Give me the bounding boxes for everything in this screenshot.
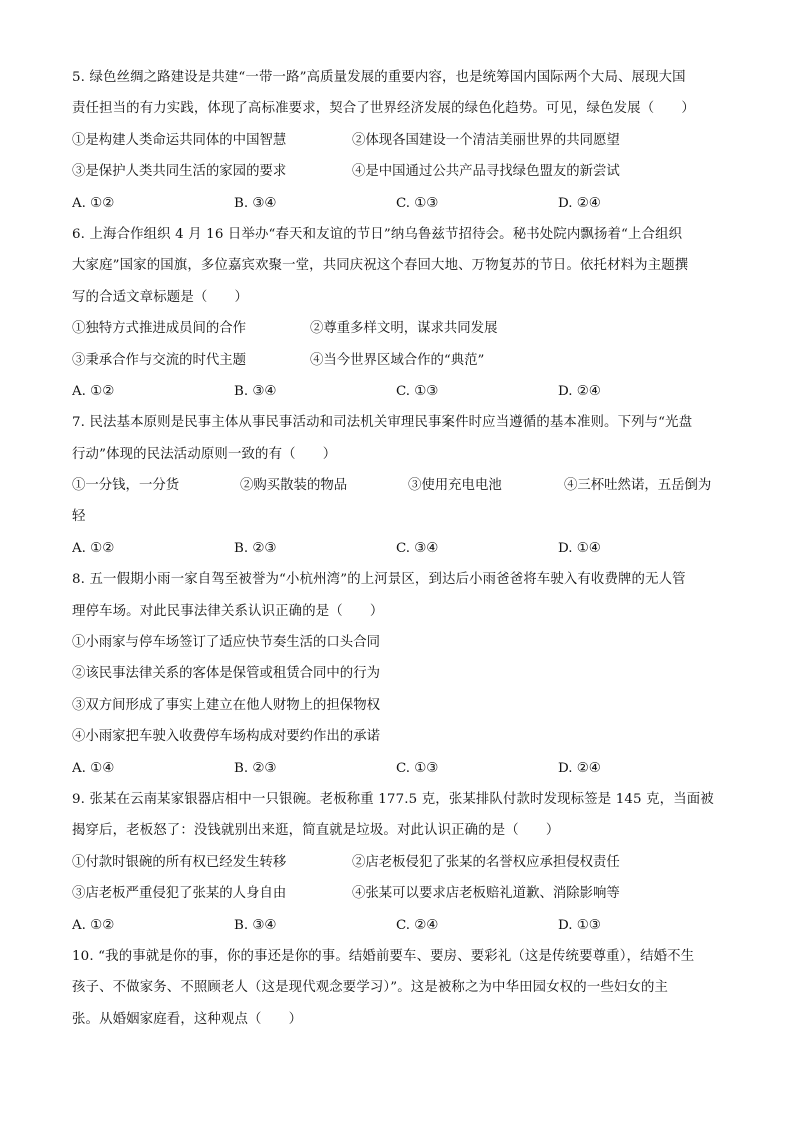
option-b[interactable]: B. ③④ xyxy=(234,917,277,933)
question-7-statement-wrap: 轻 xyxy=(72,509,86,525)
statement: ③是保护人类共同生活的家园的要求 xyxy=(72,164,287,180)
question-6-stem-line-2: 大家庭”国家的国旗，多位嘉宾欢聚一堂，共同庆祝这个春回大地、万物复苏的节日。依托材料为主题撰 xyxy=(72,258,689,274)
question-9-statements-row-1 xyxy=(72,847,724,878)
statement: ④张某可以要求店老板赔礼道歉、消除影响等 xyxy=(352,886,620,902)
question-8 xyxy=(72,564,724,784)
question-10-stem-line-1: 10. “我的事就是你的事，你的事还是你的事。结婚前要车、要房、要彩礼（这是传统要尊重），结婚不生 xyxy=(72,948,695,964)
statement: ③秉承合作与交流的时代主题 xyxy=(72,352,247,368)
option-b[interactable]: B. ③④ xyxy=(234,383,277,399)
statement: ③店老板严重侵犯了张某的人身自由 xyxy=(72,886,287,902)
statement: ①是构建人类命运共同体的中国智慧 xyxy=(72,132,287,148)
question-6-stem-line-1: 6. 上海合作组织 4 月 16 日举办“春天和友谊的节日”纳乌鲁兹节招待会。秘书处院内飘扬着“上合组织 xyxy=(72,226,683,242)
question-5-stem-line-2: 责任担当的有力实践，体现了高标准要求，契合了世界经济发展的绿色化趋势。可见，绿色发展（ ） xyxy=(72,101,695,117)
question-9-statements-row-2 xyxy=(72,878,724,909)
question-6-statements-row-2 xyxy=(72,345,724,376)
question-7-stem-line-2: 行动”体现的民法活动原则一致的有（ ） xyxy=(72,446,337,462)
statement: ②体现各国建设一个清洁美丽世界的共同愿望 xyxy=(352,132,620,148)
option-d[interactable]: D. ①④ xyxy=(558,540,601,556)
question-7-options xyxy=(72,533,724,564)
question-5-stem-line-1: 5. 绿色丝绸之路建设是共建“一带一路”高质量发展的重要内容，也是统筹国内国际两个大局、展现大国 xyxy=(72,70,686,85)
option-d[interactable]: D. ②④ xyxy=(558,195,601,211)
option-b[interactable]: B. ③④ xyxy=(234,195,277,211)
question-9 xyxy=(72,784,724,941)
option-d[interactable]: D. ①③ xyxy=(558,917,601,933)
option-d[interactable]: D. ②④ xyxy=(558,760,601,776)
question-9-stem-line-2: 揭穿后，老板怒了：没钱就别出来逛，简直就是垃圾。对此认识正确的是（ ） xyxy=(72,823,560,839)
statement: ②购买散装的物品 xyxy=(240,478,348,494)
question-5-statements-row-1 xyxy=(72,125,724,156)
question-10-stem-line-2: 孩子、不做家务、不照顾老人（这是现代观念要学习）”。这是被称之为中华田园女权的一些妇女的主 xyxy=(72,980,669,996)
statement: ③双方间形成了事实上建立在他人财物上的担保物权 xyxy=(72,697,380,713)
question-6-stem-line-3: 写的合适文章标题是（ ） xyxy=(72,289,249,305)
statement: ②尊重多样文明，谋求共同发展 xyxy=(310,321,498,337)
question-9-stem-line-1: 9. 张某在云南某家银器店相中一只银碗。老板称重 177.5 克，张某排队付款时发现标签是 145 克，当面被 xyxy=(72,791,714,807)
statement: ④小雨家把车驶入收费停车场构成对要约作出的承诺 xyxy=(72,729,380,745)
option-a[interactable]: A. ①② xyxy=(72,540,115,556)
question-7-statements-row xyxy=(72,470,724,501)
option-b[interactable]: B. ②③ xyxy=(234,540,277,556)
statement: ①付款时银碗的所有权已经发生转移 xyxy=(72,854,287,870)
question-5-options xyxy=(72,188,724,219)
question-7 xyxy=(72,407,724,564)
statement: ①小雨家与停车场签订了适应快节奏生活的口头合同 xyxy=(72,635,380,651)
question-6 xyxy=(72,219,724,407)
statement: ③使用充电电池 xyxy=(408,478,502,494)
question-10 xyxy=(72,941,724,1035)
question-8-stem-line-1: 8. 五一假期小雨一家自驾至被誉为“小杭州湾”的上河景区，到达后小雨爸爸将车驶入有收费牌的无人管 xyxy=(72,572,686,588)
question-9-options xyxy=(72,910,724,941)
question-7-stem-line-1: 7. 民法基本原则是民事主体从事民事活动和司法机关审理民事案件时应当遵循的基本准则。下列与“光盘 xyxy=(72,415,693,431)
option-a[interactable]: A. ①④ xyxy=(72,760,115,776)
question-8-stem-line-2: 理停车场。对此民事法律关系认识正确的是（ ） xyxy=(72,603,384,619)
option-c[interactable]: C. ①③ xyxy=(396,195,439,211)
statement: ④三杯吐然诺，五岳倒为 xyxy=(564,478,712,494)
question-6-statements-row-1 xyxy=(72,313,724,344)
option-a[interactable]: A. ①② xyxy=(72,195,115,211)
option-d[interactable]: D. ②④ xyxy=(558,383,601,399)
question-6-options xyxy=(72,376,724,407)
statement: ①一分钱，一分货 xyxy=(72,478,180,494)
statement: ②店老板侵犯了张某的名誉权应承担侵权责任 xyxy=(352,854,620,870)
question-5 xyxy=(72,62,724,219)
question-8-options xyxy=(72,753,724,784)
statement: ④当今世界区域合作的“典范” xyxy=(310,352,485,368)
option-c[interactable]: C. ③④ xyxy=(396,540,439,556)
option-a[interactable]: A. ①② xyxy=(72,383,115,399)
question-10-stem-line-3: 张。从婚姻家庭看，这种观点（ ） xyxy=(72,1011,303,1027)
option-c[interactable]: C. ①③ xyxy=(396,383,439,399)
option-c[interactable]: C. ①③ xyxy=(396,760,439,776)
question-5-statements-row-2 xyxy=(72,156,724,187)
statement: ②该民事法律关系的客体是保管或租赁合同中的行为 xyxy=(72,666,380,682)
option-b[interactable]: B. ②③ xyxy=(234,760,277,776)
option-c[interactable]: C. ②④ xyxy=(396,917,439,933)
option-a[interactable]: A. ①② xyxy=(72,917,115,933)
statement: ④是中国通过公共产品寻找绿色盟友的新尝试 xyxy=(352,164,620,180)
statement: ①独特方式推进成员间的合作 xyxy=(72,321,247,337)
question-list xyxy=(72,62,724,1035)
